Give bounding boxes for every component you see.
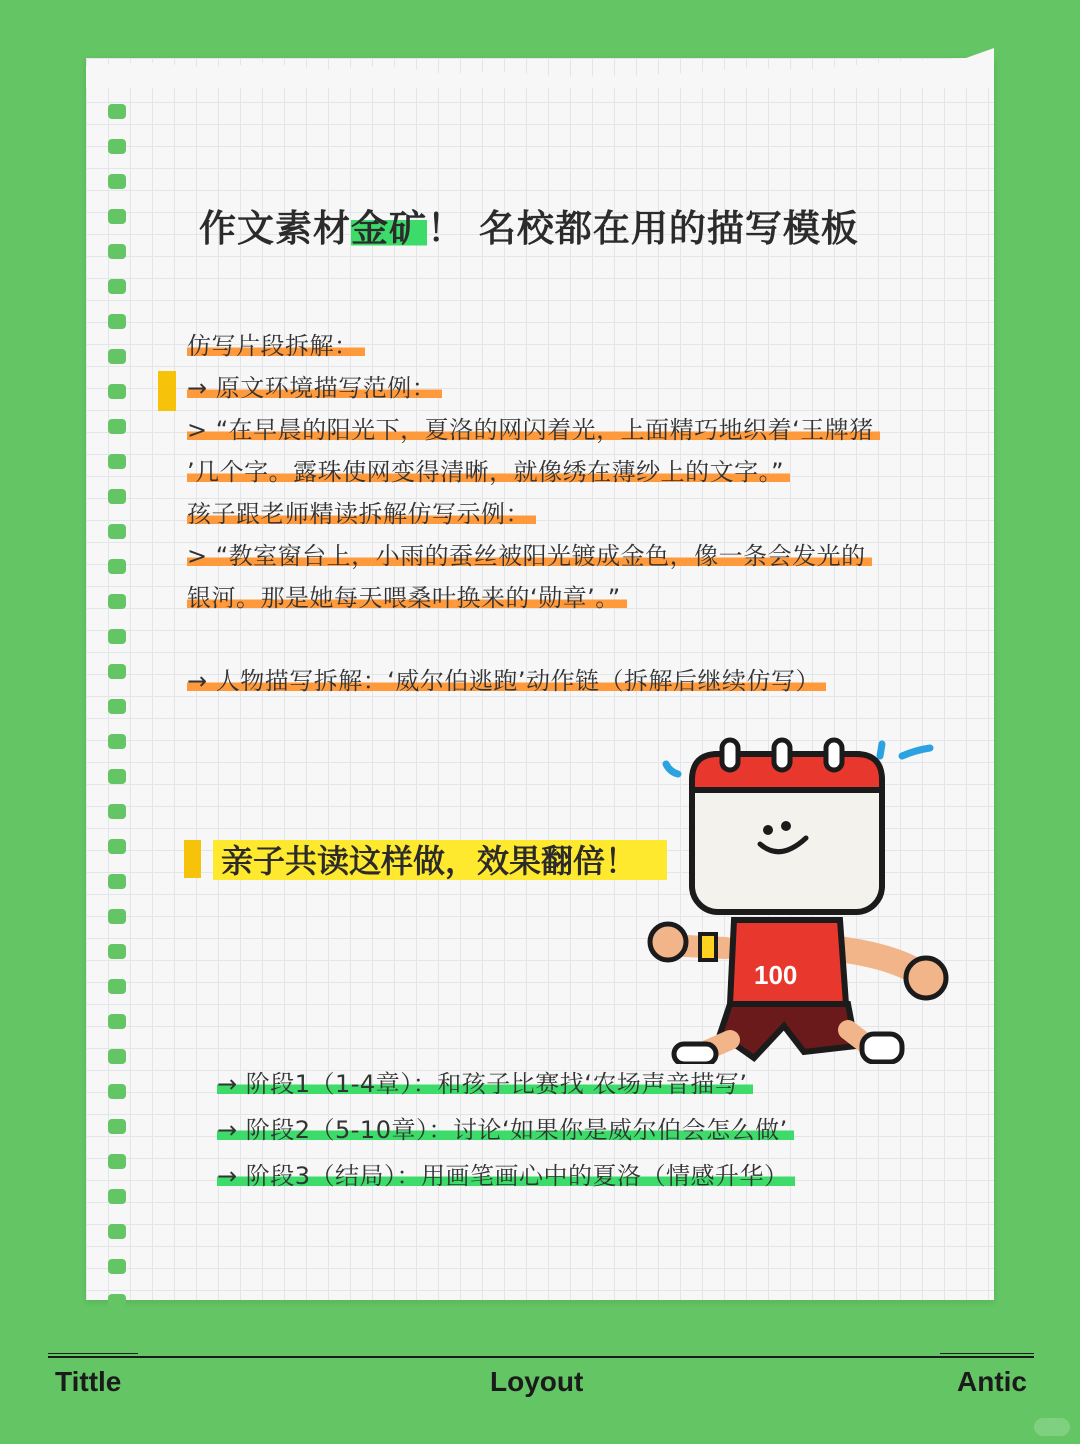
footer-center: Loyout	[490, 1366, 584, 1397]
example-heading: 孩子跟老师精读拆解仿写示例：	[187, 494, 536, 529]
original-quote-line1: > “在早晨的阳光下，夏洛的网闪着光，上面精巧地织着‘王牌猪	[187, 410, 880, 445]
stage-1: → 阶段1（1-4章）：和孩子比赛找‘农场声音描写’	[217, 1064, 753, 1099]
banner-marker	[184, 840, 201, 878]
example-quote-line1: > “教室窗台上，小雨的蚕丝被阳光镀成金色，像一条会发光的	[187, 536, 872, 571]
stage-2: → 阶段2（5-10章）：讨论‘如果你是威尔伯会怎么做’	[217, 1110, 794, 1145]
title-highlight: 金矿	[351, 207, 427, 250]
notebook-paper	[86, 58, 994, 1300]
footer-right: Antic	[957, 1366, 1027, 1397]
mascot-badge: 100	[754, 960, 798, 990]
page-title	[199, 198, 859, 252]
section-heading: 仿写片段拆解：	[187, 326, 365, 361]
torn-edge	[86, 44, 994, 88]
title-post: ！ 名校都在用的描写模板	[427, 207, 859, 250]
title-pre: 作文素材	[199, 207, 351, 250]
footer-rule-left	[48, 1353, 138, 1354]
calendar-runner-icon	[634, 734, 954, 1064]
footer-left: Tittle	[55, 1366, 122, 1397]
original-heading: → 原文环境描写范例：	[187, 368, 442, 403]
stage-3: → 阶段3（结局）：用画笔画心中的夏洛（情感升华）	[217, 1156, 795, 1191]
binder-holes	[108, 104, 128, 1329]
footer-rule-right	[940, 1353, 1034, 1354]
highlight-banner: 亲子共读这样做，效果翻倍！	[213, 840, 667, 880]
footer-rule	[48, 1356, 1034, 1358]
original-quote-line2: ’几个字。露珠使网变得清晰，就像绣在薄纱上的文字。”	[187, 452, 790, 487]
yellow-marker	[158, 371, 176, 411]
character-line: → 人物描写拆解：‘威尔伯逃跑’动作链（拆解后继续仿写）	[187, 661, 826, 696]
watermark-pill	[1034, 1418, 1070, 1436]
example-quote-line2: 银河。那是她每天喂桑叶换来的‘勋章’。”	[187, 578, 627, 613]
